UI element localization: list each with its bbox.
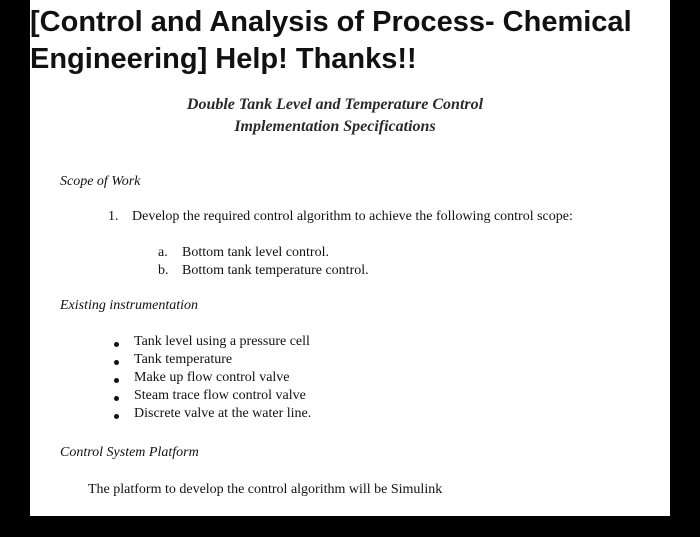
document-heading-line2: Implementation Specifications (234, 118, 436, 135)
subitem-text: Bottom tank level control. (182, 245, 329, 260)
list-item: Tank level using a pressure cell (134, 334, 310, 349)
post-title-bold: [Control and Analysis of Process- Chemical Engineering] (30, 6, 632, 75)
post-title (30, 4, 670, 78)
platform-label: Control System Platform (60, 445, 199, 460)
scope-item-text: Develop the required control algorithm to achieve the following control scope: (132, 209, 573, 224)
list-item: Discrete valve at the water line. (134, 406, 312, 421)
subitem-marker: a. (158, 245, 168, 260)
document-heading-line1: Double Tank Level and Temperature Control (186, 96, 484, 113)
list-item: Tank temperature (134, 352, 233, 367)
subitem-marker: b. (158, 263, 169, 278)
scope-label: Scope of Work (60, 174, 141, 189)
instrumentation-label: Existing instrumentation (60, 298, 199, 313)
document-heading (0, 94, 670, 138)
bullet-icon (114, 360, 119, 365)
subitem-text: Bottom tank temperature control. (182, 263, 369, 278)
bullet-icon (114, 378, 119, 383)
platform-text: The platform to develop the control algorithm will be Simulink (88, 482, 443, 497)
bullet-icon (114, 414, 119, 419)
bullet-icon (114, 396, 119, 401)
list-item: Make up flow control valve (134, 370, 290, 385)
list-item: Steam trace flow control valve (134, 388, 306, 403)
bullet-icon (114, 342, 119, 347)
post-title-rest: Help! Thanks!! (215, 43, 417, 75)
scope-item-number: 1. (108, 209, 119, 224)
